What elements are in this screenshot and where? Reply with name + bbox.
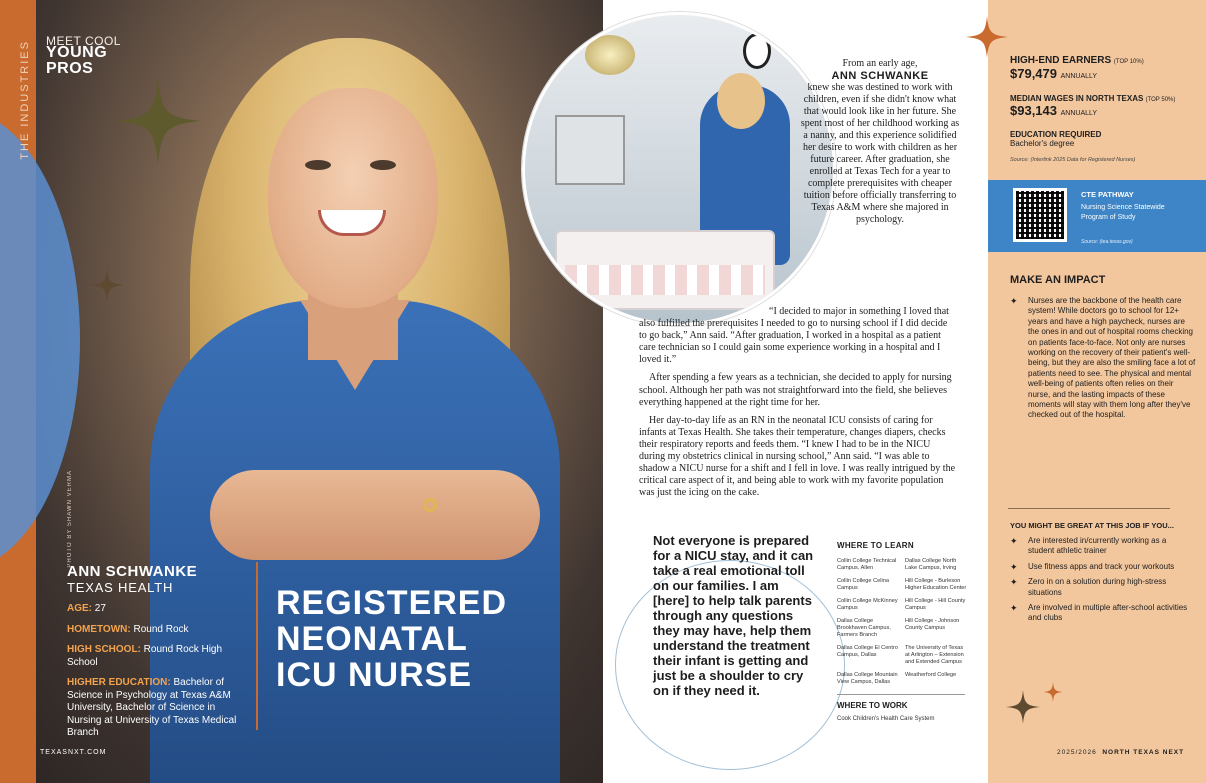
face — [268, 88, 438, 308]
profile-facts — [67, 603, 242, 748]
star-bullet-icon: ✦ — [1010, 603, 1018, 614]
job-title — [276, 585, 507, 693]
stat-value: $79,479 ANNUALLY — [1010, 66, 1098, 81]
job-title-line: ICU NURSE — [276, 656, 473, 694]
right-eye — [370, 160, 396, 170]
article-paragraph: Her day-to-day life as an RN in the neonatal ICU consists of caring for infants at Texas Health. She takes their temperature, changes diapers, checks their respiratory reports and feeds them. “I knew I had to be in the NICU during my obstetrics clinical in nursing school,” Ann said. “I was able to shadow a NICU nurse for a shift and I fell in love. I was really intrigued by the critical care aspect of it, and being able to work with my favorite population was just the icing on the cake. — [639, 414, 956, 499]
four-point-star-icon — [966, 16, 1008, 58]
list-item: Weatherford College — [905, 672, 957, 678]
four-point-star-icon — [90, 268, 124, 302]
list-item: ✦ Use fitness apps and track your workouts — [1010, 561, 1175, 572]
profile-name: ANN SCHWANKE — [67, 563, 198, 580]
star-bullet-icon: ✦ — [1010, 577, 1018, 588]
wall-clock — [743, 33, 771, 69]
impact-body — [1010, 296, 1196, 421]
job-title-line: REGISTERED — [276, 584, 508, 622]
pros-word: PROS — [46, 60, 94, 77]
job-title-line: NEONATAL — [276, 620, 468, 658]
intro-lead: From an early age, — [842, 58, 918, 69]
median-wages — [1010, 94, 1175, 118]
fact-higher-education: HIGHER EDUCATION: Bachelor of Science in Psychology at Texas A&M University, Bachelor of Science in Nursing at University of Texas Medical Branch — [67, 677, 237, 738]
list-item: Hill College - Johnson County Campus — [905, 618, 960, 631]
high-end-earners — [1010, 55, 1144, 81]
footer-publication: NORTH TEXAS NEXT — [1102, 749, 1185, 756]
list-item: Dallas College El Centro Campus, Dallas — [837, 645, 898, 658]
fact-high-school: HIGH SCHOOL: Round Rock High School — [67, 644, 223, 668]
stat-value: Bachelor's degree — [1010, 139, 1075, 148]
star-bullet-icon: ✦ — [1010, 536, 1018, 546]
profile-employer: TEXAS HEALTH — [67, 580, 174, 595]
nurse-head — [717, 73, 765, 129]
site-url[interactable]: TEXASNXT.COM — [40, 749, 107, 756]
learn-list — [837, 558, 965, 686]
qr-code-icon[interactable] — [1013, 188, 1067, 242]
list-item: Hill College - Burleson Higher Education Center — [905, 578, 967, 591]
left-eye — [305, 160, 331, 170]
list-item: Collin College Celina Campus — [837, 578, 889, 591]
intro-name: ANN SCHWANKE — [831, 70, 929, 82]
cte-source: Source: (tea.texas.gov) — [1081, 239, 1133, 245]
four-point-star-icon — [115, 78, 201, 164]
list-item: The University of Texas at Arlington – Extension and Extended Campus — [905, 645, 964, 665]
list-item: Dallas College Brookhaven Campus, Farmers Branch — [837, 618, 891, 638]
fact-hometown: HOMETOWN: Round Rock — [67, 623, 189, 635]
stat-label: EDUCATION REQUIRED — [1010, 130, 1102, 139]
work-item: Cook Children's Health Care System — [837, 716, 935, 722]
star-bullet-icon: ✦ — [1010, 561, 1018, 572]
young-word: YOUNG — [46, 44, 108, 61]
stat-label: MEDIAN WAGES IN NORTH TEXAS (TOP 50%) — [1010, 94, 1176, 103]
stat-label: HIGH-END EARNERS (TOP 10%) — [1010, 55, 1144, 66]
great-list — [1010, 536, 1190, 629]
list-item: Collin College McKinney Campus — [837, 598, 898, 611]
intro-rest: knew she was destined to work with children, even if she didn't know what that would look like in her future. She spent most of her childhood working as a nanny, and this experience solidified her desire to work with children as her future career. After graduation, she enrolled at Texas Tech for a year to complete prerequisites with cheaper tuition before officially transferring to Texas A&M where she majored in psychology. — [800, 82, 960, 225]
wage-source: Source: (Interlink 2025 Data for Registered Nurses) — [1010, 157, 1136, 163]
impact-text: Nurses are the backbone of the health care system! While doctors go to school for 12+ years and have a high paycheck, nurses are the ones in and out of hospital rooms checking on patients face-to-face. Not only are nurses working on the recovery of their patient's well-being, but they are also the smiling face a lot of patients need to see. The physical and mental well-being of patients often relies on their nurse, and the lasting impacts of these moments will stay with them long after they've checked out of the hospital. — [1028, 296, 1196, 420]
article-body — [639, 306, 957, 505]
impact-title: MAKE AN IMPACT — [1010, 274, 1106, 286]
section-label: THE INDUSTRIES — [19, 40, 31, 160]
sidebar-divider — [1008, 508, 1170, 509]
nicu-photo — [522, 12, 836, 326]
monitor — [555, 115, 625, 185]
star-bullet-icon: ✦ — [1010, 296, 1018, 306]
four-point-star-icon — [1043, 682, 1063, 702]
cte-text: Nursing Science Statewide Program of Study — [1081, 204, 1165, 221]
learn-title: WHERE TO LEARN — [837, 541, 914, 550]
scrub-neckline — [300, 300, 410, 390]
list-item: Dallas College North Lake Campus, Irving — [905, 558, 957, 571]
pull-quote: Not everyone is prepared for a NICU stay, and it can take a real emotional toll on our families. I am [here] to help talk parents through any questions they may have, help them understand the treatment their infant is getting and just be a shoulder to cry on if they need it. — [653, 533, 814, 698]
page-footer — [1057, 749, 1184, 756]
young-pros-label — [46, 45, 107, 77]
list-item: ✦ Zero in on a solution during high-stress situations — [1010, 577, 1167, 597]
blanket — [565, 265, 765, 295]
crossed-arms — [210, 470, 540, 560]
photo-credit: PHOTO BY SHAWN VERMA — [67, 470, 73, 568]
work-title: WHERE TO WORK — [837, 701, 908, 710]
education-required — [1010, 130, 1101, 148]
article-intro — [800, 58, 960, 226]
fact-age: AGE: 27 — [67, 603, 106, 614]
cte-title: CTE PATHWAY — [1081, 190, 1134, 199]
list-item: Hill College - Hill County Campus — [905, 598, 966, 611]
stat-value: $93,143 ANNUALLY — [1010, 103, 1098, 118]
list-item: ✦ Are interested in/currently working as a student athletic trainer — [1010, 536, 1167, 556]
where-to-learn — [837, 541, 965, 722]
profile-divider — [256, 562, 258, 730]
meet-cool-label: MEET COOL — [46, 34, 121, 48]
list-item: Dallas College Mountain View Campus, Dallas — [837, 672, 898, 685]
great-title: YOU MIGHT BE GREAT AT THIS JOB IF YOU... — [1010, 521, 1174, 530]
learn-divider — [837, 694, 965, 695]
exam-lamp — [585, 35, 635, 75]
four-point-star-icon — [1006, 690, 1040, 724]
footer-year: 2025/2026 — [1057, 749, 1097, 756]
ring — [423, 498, 437, 512]
article-paragraph: “I decided to major in something I loved that also fulfilled the prerequisites I needed to go to nursing school if I did decide to go back,” Ann said. “After graduation, I worked in a hospital as a patient care technician so I could gain some experience working in a hospital and I loved it.” — [639, 306, 949, 366]
list-item: ✦ Are involved in multiple after-school activities and clubs — [1010, 603, 1188, 623]
article-paragraph: After spending a few years as a technician, she decided to apply for nursing school. Although her path was not straightforward into the field, she believes everything happened at the right time for her. — [639, 372, 952, 408]
list-item: Collin College Technical Campus, Allen — [837, 558, 897, 571]
